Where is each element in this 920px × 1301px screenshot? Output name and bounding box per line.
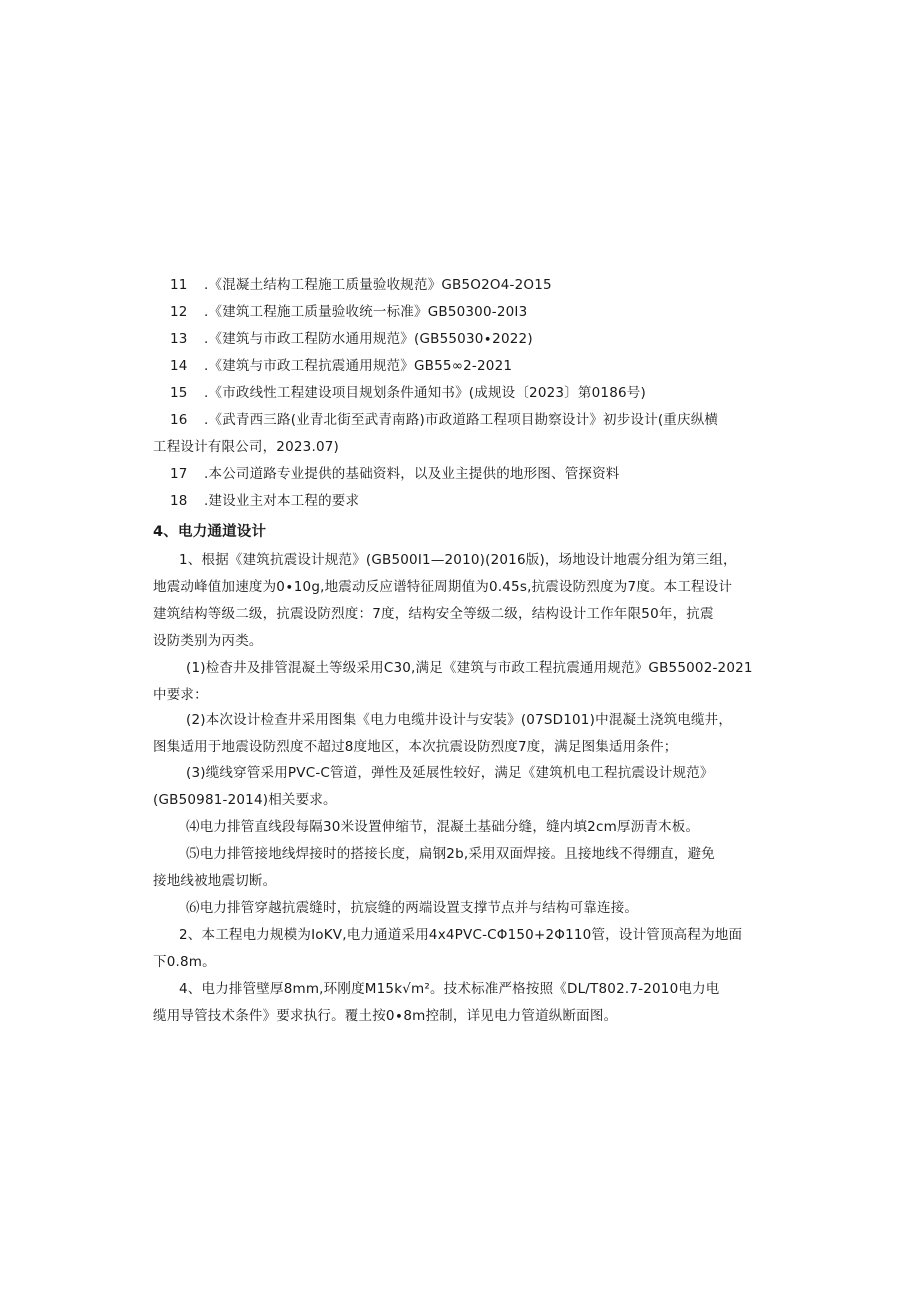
paragraph-line: ⑹电力排管穿越抗震缝时，抗宸缝的两端设置支撑节点并与结构可靠连接。 <box>186 900 639 916</box>
paragraph-line: 建筑结构等级二级，抗震设防烈度：7度，结构安全等级二级，结构设计工作年限50年，抗震 <box>153 606 714 622</box>
paragraph-line: 中要求： <box>153 687 208 703</box>
reference-item <box>170 303 527 321</box>
reference-item <box>170 384 646 402</box>
section-title: 4、电力通道设计 <box>153 524 267 540</box>
reference-item <box>170 276 552 294</box>
reference-item <box>170 465 620 483</box>
reference-number: 14 <box>170 358 188 374</box>
reference-text: .本公司道路专业提供的基础资料，以及业主提供的地形图、管探资料 <box>204 466 620 482</box>
reference-number: 18 <box>170 493 188 509</box>
reference-text: .《建筑与市政工程抗震通用规范》GB55∞2-2021 <box>204 358 513 374</box>
reference-item <box>170 330 533 348</box>
reference-text: .建设业主对本工程的要求 <box>204 493 360 509</box>
reference-text: .《建筑与市政工程防水通用规范》(GB55030∙2022) <box>204 331 533 347</box>
reference-number: 11 <box>170 277 188 293</box>
paragraph-line: 2、本工程电力规模为IoKV,电力通道采用4x4PVC-CΦ150+2Φ110管，设计管顶高程为地面 <box>179 927 743 943</box>
reference-number: 17 <box>170 466 188 482</box>
paragraph-line: 地震动峰值加速度为0∙10g,地震动反应谱特征周期值为0.45s,抗震设防烈度为7度。本工程设计 <box>153 579 733 595</box>
paragraph-line: ⑸电力排管接地线焊接时的搭接长度，扁钢2b,采用双面焊接。且接地线不得绷直，避免 <box>186 846 715 862</box>
reference-item <box>170 411 718 429</box>
reference-number: 12 <box>170 304 188 320</box>
reference-item <box>170 357 512 375</box>
reference-number: 16 <box>170 412 188 428</box>
paragraph-line: 接地线被地震切断。 <box>153 873 277 889</box>
paragraph-line: 4、电力排管壁厚8mm,环刚度M15k√m²。技术标准严格按照《DL/T802.7-2010电力电 <box>179 981 720 997</box>
reference-item <box>170 492 359 510</box>
paragraph-line: 图集适用于地震设防烈度不超过8度地区，本次抗震设防烈度7度，满足图集适用条件； <box>153 739 678 755</box>
paragraph-line: 缆用导管技术条件》要求执行。覆土按0∙8m控制，详见电力管道纵断面图。 <box>153 1008 618 1024</box>
reference-text: .《武青西三路(业青北街至武青南路)市政道路工程项目勘察设计》初步设计(重庆纵横 <box>204 412 719 428</box>
paragraph-line: ⑷电力排管直线段每隔30米设置伸缩节，混凝土基础分缝，缝内填2cm厚沥青木板。 <box>186 819 700 835</box>
reference-text: .《混凝土结构工程施工质量验收规范》GB5O2O4-2O15 <box>204 277 552 293</box>
reference-continuation: 工程设计有限公司，2023.07) <box>153 439 339 455</box>
paragraph-line: 设防类别为丙类。 <box>153 633 263 649</box>
reference-number: 13 <box>170 331 188 347</box>
paragraph-line: 下0.8m。 <box>153 954 216 970</box>
paragraph-line: (1)检杳井及排管混凝土等级采用C30,满足《建筑与市政工程抗震通用规范》GB55002-2021 <box>186 660 753 676</box>
reference-text: .《市政线性工程建设项目规划条件通知书》(成规设〔2023〕第0186号) <box>204 385 646 401</box>
reference-number: 15 <box>170 385 188 401</box>
paragraph-line: (2)本次设计检查井采用图集《电力电缆井设计与安装》(07SD101)中混凝土浇筑电缆井， <box>186 712 733 728</box>
paragraph-line: (3)缆线穿管采用PVC-C管道，弹性及延展性较好，满足《建筑机电工程抗震设计规范》 <box>186 765 714 781</box>
reference-text: .《建筑工程施工质量验收统一标准》GB50300-20I3 <box>204 304 528 320</box>
paragraph-line: (GB50981-2014)相关要求。 <box>153 792 337 808</box>
paragraph-line: 1、根据《建筑抗震设计规范》(GB500I1—2010)(2016版)，场地设计地震分组为第三组， <box>179 552 737 568</box>
